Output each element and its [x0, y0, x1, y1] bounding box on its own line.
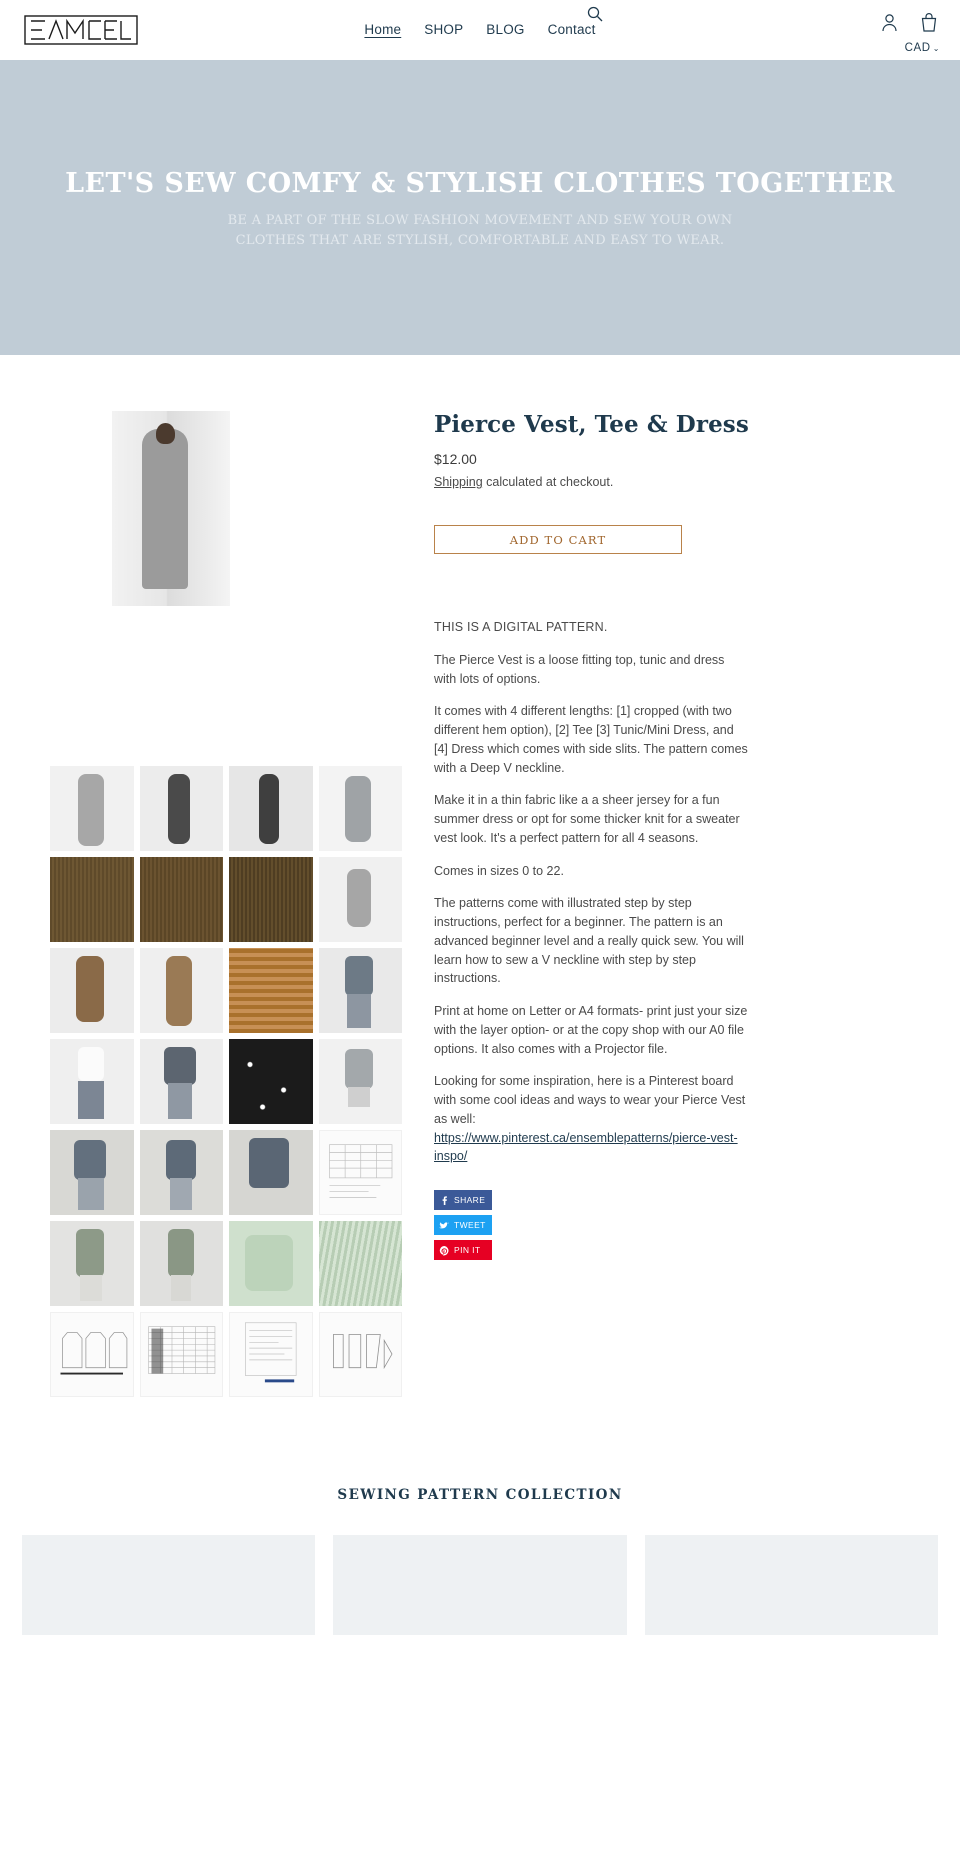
desc-paragraph-6: The patterns come with illustrated step by step instructions, perfect for a beginner. The pattern is an advanced beginner level and a really quick sew. You will learn how to sew a V neckline with step by step instructions. [434, 896, 744, 986]
thumb-black-dress-front[interactable] [140, 766, 224, 851]
cart-icon[interactable] [920, 13, 938, 37]
desc-paragraph-5: Comes in sizes 0 to 22. [434, 863, 564, 878]
thumb-tan-dress-front[interactable] [140, 948, 224, 1033]
thumb-print-fabric-detail[interactable] [229, 1039, 313, 1124]
collection-section [0, 1487, 960, 1665]
currency-selector[interactable] [905, 42, 940, 54]
thumb-brown-knit-detail[interactable] [229, 857, 313, 942]
collection-heading: SEWING PATTERN COLLECTION [337, 1487, 623, 1503]
share-buttons [434, 1190, 750, 1260]
document-icon [230, 1313, 312, 1396]
thumb-green-knit-flat[interactable] [229, 1221, 313, 1306]
thumb-black-dress-side[interactable] [229, 766, 313, 851]
main-nav [0, 22, 960, 37]
thumb-tan-vest-front[interactable] [50, 948, 134, 1033]
product-section [0, 355, 960, 1397]
thumb-grey-dress-front[interactable] [50, 766, 134, 851]
thumb-measurement-table[interactable] [140, 1312, 224, 1397]
thumb-white-tee-jeans[interactable] [50, 1039, 134, 1124]
desc-paragraph-1: THIS IS A DIGITAL PATTERN. [434, 620, 608, 634]
thumb-grey-mini-dress[interactable] [319, 857, 403, 942]
product-main-image[interactable] [112, 411, 230, 606]
account-icon[interactable] [881, 13, 898, 37]
thumb-green-stripe-detail[interactable] [319, 1221, 403, 1306]
share-facebook-label: SHARE [454, 1195, 486, 1205]
hero-banner [0, 60, 960, 355]
pinterest-icon [439, 1245, 450, 1256]
shipping-link[interactable]: Shipping [434, 475, 483, 489]
product-details [400, 411, 750, 1397]
table-icon [320, 1131, 402, 1214]
header-actions [881, 13, 938, 37]
nav-item-home[interactable]: Home [364, 22, 402, 37]
nav-item-shop[interactable]: SHOP [424, 22, 464, 37]
hero-title: LET'S SEW COMFY & STYLISH CLOTHES TOGETHER [65, 168, 895, 199]
desc-paragraph-pinterest [434, 1072, 750, 1166]
thumb-fabric-requirements[interactable] [229, 1312, 313, 1397]
collection-card-2[interactable] [333, 1535, 626, 1635]
share-facebook-button[interactable] [434, 1190, 492, 1210]
product-title: Pierce Vest, Tee & Dress [434, 411, 749, 438]
hero-subtitle-line-1: BE A PART OF THE SLOW FASHION MOVEMENT AND SEW YOUR OWN [227, 213, 733, 228]
shipping-note [434, 475, 750, 489]
product-description [434, 618, 750, 1166]
thumb-green-vest-back[interactable] [140, 1221, 224, 1306]
thumb-floral-top-close[interactable] [229, 1130, 313, 1215]
shipping-rest: calculated at checkout. [482, 475, 614, 489]
thumb-grey-vest-outfit[interactable] [319, 766, 403, 851]
nav-item-contact[interactable]: Contact [547, 22, 596, 37]
hero-subtitle-line-2: CLOTHES THAT ARE STYLISH, COMFORTABLE AND EASY TO WEAR. [235, 233, 725, 249]
share-twitter-label: TWEET [454, 1220, 486, 1230]
pinterest-board-link[interactable]: https://www.pinterest.ca/ensemblepatterns/pierce-vest-inspo/ [434, 1130, 738, 1164]
collection-grid [22, 1535, 938, 1635]
thumb-print-top-pose[interactable] [140, 1039, 224, 1124]
thumb-floral-top-side[interactable] [140, 1130, 224, 1215]
desc-paragraph-3: It comes with 4 different lengths: [1] cropped (with two different hem option), [2] Tee [3] Tunic/Mini Dress, and [4] Dress which comes with side slits. The pattern comes with a Deep V neckline. [434, 704, 748, 775]
thumb-grey-vest-shorts[interactable] [319, 1039, 403, 1124]
collection-card-3[interactable] [645, 1535, 938, 1635]
twitter-icon [439, 1220, 450, 1231]
share-pinterest-button[interactable] [434, 1240, 492, 1260]
thumb-tan-stripe-detail[interactable] [229, 948, 313, 1033]
thumb-line-drawings[interactable] [50, 1312, 134, 1397]
thumb-brown-knit-back[interactable] [140, 857, 224, 942]
thumb-pattern-pieces[interactable] [319, 1312, 403, 1397]
thumb-floral-top-front[interactable] [50, 1130, 134, 1215]
pattern-pieces-icon [320, 1313, 402, 1396]
search-icon[interactable] [585, 4, 605, 24]
add-to-cart-button[interactable]: ADD TO CART [434, 525, 682, 554]
thumb-brown-knit-front[interactable] [50, 857, 134, 942]
nav-item-blog[interactable]: BLOG [486, 22, 525, 37]
thumb-green-vest-front[interactable] [50, 1221, 134, 1306]
collection-card-1[interactable] [22, 1535, 315, 1635]
pinterest-lead-text: Looking for some inspiration, here is a Pinterest board with some cool ideas and ways to wear your Pierce Vest as well: [434, 1074, 746, 1126]
thumb-print-top-jeans[interactable] [319, 948, 403, 1033]
line-drawing-icon [51, 1313, 133, 1396]
desc-paragraph-2: The Pierce Vest is a loose fitting top, tunic and dress with lots of options. [434, 652, 725, 686]
desc-paragraph-7: Print at home on Letter or A4 formats- print just your size with the layer option- or at the copy shop with our A0 file options. It also comes with a Projector file. [434, 1004, 748, 1056]
thumb-size-chart[interactable] [319, 1130, 403, 1215]
desc-paragraph-4: Make it in a thin fabric like a a sheer jersey for a fun summer dress or opt for some thicker knit for a sweater vest look. It's a perfect pattern for all 4 seasons. [434, 793, 740, 845]
share-pinterest-label: PIN IT [454, 1245, 481, 1255]
product-thumbnails [50, 766, 402, 1397]
site-header [0, 0, 960, 60]
product-price: $12.00 [434, 451, 477, 467]
share-twitter-button[interactable] [434, 1215, 492, 1235]
facebook-icon [439, 1195, 450, 1206]
product-gallery [22, 411, 400, 1397]
chevron-down-icon: ⌄ [932, 44, 940, 53]
hero-subtitle [228, 211, 733, 251]
measurement-table-icon [141, 1313, 223, 1396]
currency-label: CAD [904, 42, 931, 54]
